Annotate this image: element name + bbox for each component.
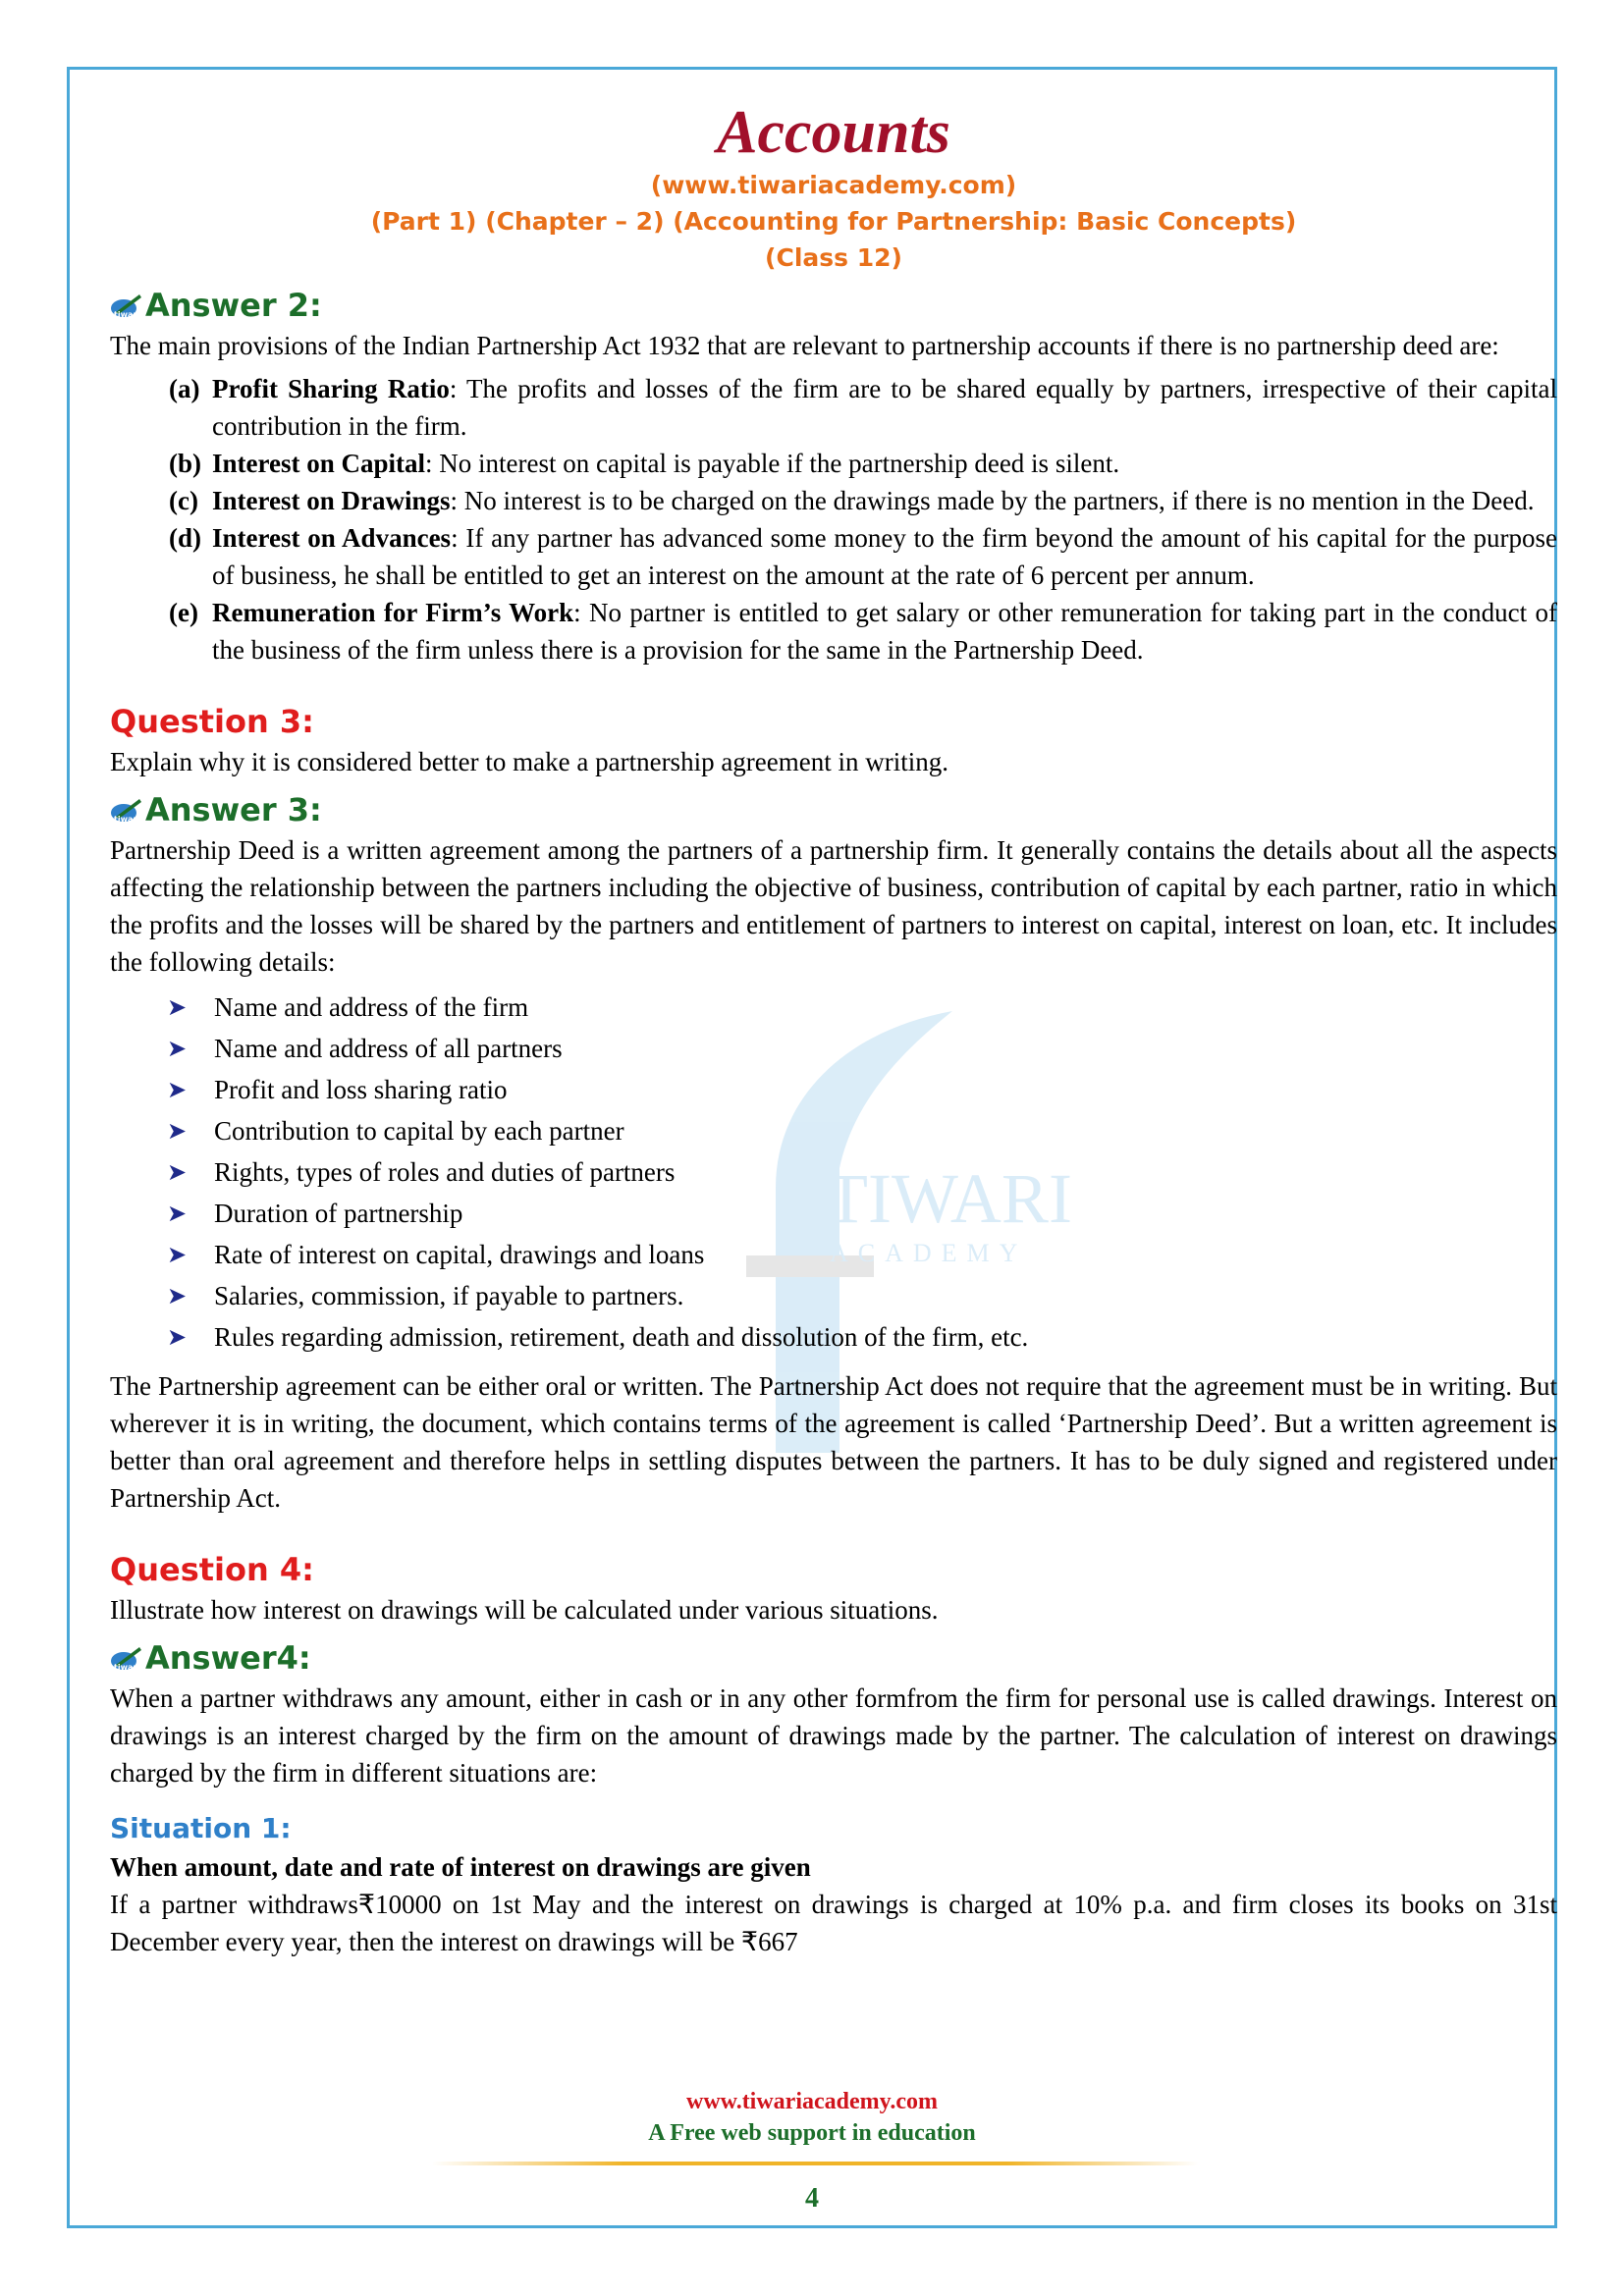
question-4-heading: Question 4: xyxy=(110,1551,314,1588)
item-label: (d) xyxy=(169,523,201,553)
list-item: ➤ Contribution to capital by each partner xyxy=(167,1110,1557,1151)
deed-details-list xyxy=(167,987,1557,1358)
list-item: ➤ Name and address of the firm xyxy=(167,987,1557,1028)
list-item xyxy=(169,445,1557,482)
question-4-text: Illustrate how interest on drawings will be calculated under various situations. xyxy=(110,1595,939,1625)
question-3-heading: Question 3: xyxy=(110,703,314,740)
svg-text:tiwari: tiwari xyxy=(114,815,140,824)
list-item: ➤ Rules regarding admission, retirement, death and dissolution of the firm, etc. xyxy=(167,1316,1557,1358)
list-item: ➤ Name and address of all partners xyxy=(167,1028,1557,1069)
item-text: : No interest on capital is payable if the partnership deed is silent. xyxy=(425,449,1120,478)
page-title: Accounts xyxy=(717,99,950,166)
item-label: (b) xyxy=(169,449,201,478)
item-text: : The profits and losses of the firm are to be shared equally by partners, irrespective of their capital contribution in the firm. xyxy=(212,374,1557,441)
provisions-list xyxy=(169,370,1557,668)
list-item: ➤ Profit and loss sharing ratio xyxy=(167,1069,1557,1110)
arrow-bullet-icon: ➤ xyxy=(167,1282,188,1309)
header-website: (www.tiwariacademy.com) xyxy=(650,171,1017,199)
answer-pen-icon xyxy=(110,291,143,320)
item-text: : No partner is entitled to get salary or other remuneration for taking part in the conduct of the business of the firm unless there is a provision for the same in the Partnership Deed. xyxy=(212,598,1557,665)
answer-4-heading xyxy=(110,1636,1557,1680)
arrow-bullet-icon: ➤ xyxy=(167,1323,188,1351)
header-class: (Class 12) xyxy=(765,243,902,272)
item-label: (c) xyxy=(169,486,198,515)
svg-text:tiwari: tiwari xyxy=(114,1663,140,1672)
list-item: ➤ Duration of partnership xyxy=(167,1193,1557,1234)
arrow-bullet-icon: ➤ xyxy=(167,1200,188,1227)
answer-pen-icon xyxy=(110,795,143,825)
page-content xyxy=(110,98,1557,1960)
answer-2-heading xyxy=(110,284,1557,327)
item-term: Profit Sharing Ratio xyxy=(212,374,450,403)
list-item xyxy=(169,370,1557,445)
item-text: : No interest is to be charged on the drawings made by the partners, if there is no mention in the Deed. xyxy=(450,486,1535,515)
footer-website: www.tiwariacademy.com xyxy=(686,2089,938,2114)
list-item xyxy=(169,482,1557,519)
arrow-bullet-icon: ➤ xyxy=(167,1241,188,1268)
question-3-text: Explain why it is considered better to make a partnership agreement in writing. xyxy=(110,747,948,776)
answer-3-conclusion: The Partnership agreement can be either oral or written. The Partnership Act does not require that the agreement must be in writing. But wherever it is in writing, the document, which contains terms of the agreement is called ‘Partnership Deed’. But a written agreement is better than oral agreement and therefore helps in settling disputes between the partners. It has to be duly signed and registered under Partnership Act. xyxy=(110,1371,1557,1513)
item-term: Interest on Advances xyxy=(212,523,452,553)
answer-3-label: Answer 3: xyxy=(145,791,322,828)
situation-1-subheading: When amount, date and rate of interest on drawings are given xyxy=(110,1852,811,1882)
item-label: (a) xyxy=(169,374,200,403)
item-term: Interest on Drawings xyxy=(212,486,451,515)
arrow-bullet-icon: ➤ xyxy=(167,1117,188,1145)
list-item: ➤ Salaries, commission, if payable to partners. xyxy=(167,1275,1557,1316)
answer-4-label: Answer4: xyxy=(145,1639,311,1677)
item-term: Interest on Capital xyxy=(212,449,426,478)
answer-3-intro: Partnership Deed is a written agreement among the partners of a partnership firm. It generally contains the details about all the aspects affecting the relationship between the partners including the objective of business, contribution of capital by each partner, ratio in which the profits and the losses will be shared by the partners and entitlement of partners to interest on capital, interest on loan, etc. It includes the following details: xyxy=(110,835,1557,977)
watermark-text: TIWARI xyxy=(825,1159,1072,1238)
list-item: ➤ Rights, types of roles and duties of partners xyxy=(167,1151,1557,1193)
answer-2-intro: The main provisions of the Indian Partnership Act 1932 that are relevant to partnership accounts if there is no partnership deed are: xyxy=(110,331,1499,360)
page-number: 4 xyxy=(805,2183,819,2214)
list-item xyxy=(169,519,1557,594)
item-label: (e) xyxy=(169,598,198,627)
arrow-bullet-icon: ➤ xyxy=(167,1076,188,1103)
answer-pen-icon xyxy=(110,1643,143,1673)
arrow-bullet-icon: ➤ xyxy=(167,993,188,1021)
footer-tagline: A Free web support in education xyxy=(648,2120,976,2146)
answer-2-label: Answer 2: xyxy=(145,287,322,324)
answer-4-intro: When a partner withdraws any amount, either in cash or in any other formfrom the firm for personal use is called drawings. Interest on drawings is an interest charged by the firm on the amount of drawings made by the partner. The calculation of interest on drawings charged by the firm in different situations are: xyxy=(110,1683,1557,1788)
situation-1-heading: Situation 1: xyxy=(110,1812,292,1844)
item-text: : If any partner has advanced some money to the firm beyond the amount of his capital for the purpose of business, he shall be entitled to get an interest on the amount at the rate of 6 percent per annum. xyxy=(212,523,1557,590)
item-term: Remuneration for Firm’s Work xyxy=(212,598,574,627)
list-item: ➤ Rate of interest on capital, drawings and loans xyxy=(167,1234,1557,1275)
svg-text:tiwari: tiwari xyxy=(114,310,140,319)
list-item xyxy=(169,594,1557,668)
arrow-bullet-icon: ➤ xyxy=(167,1035,188,1062)
page-header xyxy=(110,98,1557,276)
watermark-subtext: ACADEMY xyxy=(830,1239,1028,1267)
answer-3-heading xyxy=(110,788,1557,831)
header-chapter: (Part 1) (Chapter – 2) (Accounting for Partnership: Basic Concepts) xyxy=(370,207,1297,236)
footer-divider xyxy=(432,2162,1198,2165)
situation-1-text: If a partner withdraws₹10000 on 1st May and the interest on drawings is charged at 10% p.a. and firm closes its books on 31st December every year, then the interest on drawings will be ₹667 xyxy=(110,1890,1557,1956)
arrow-bullet-icon: ➤ xyxy=(167,1158,188,1186)
